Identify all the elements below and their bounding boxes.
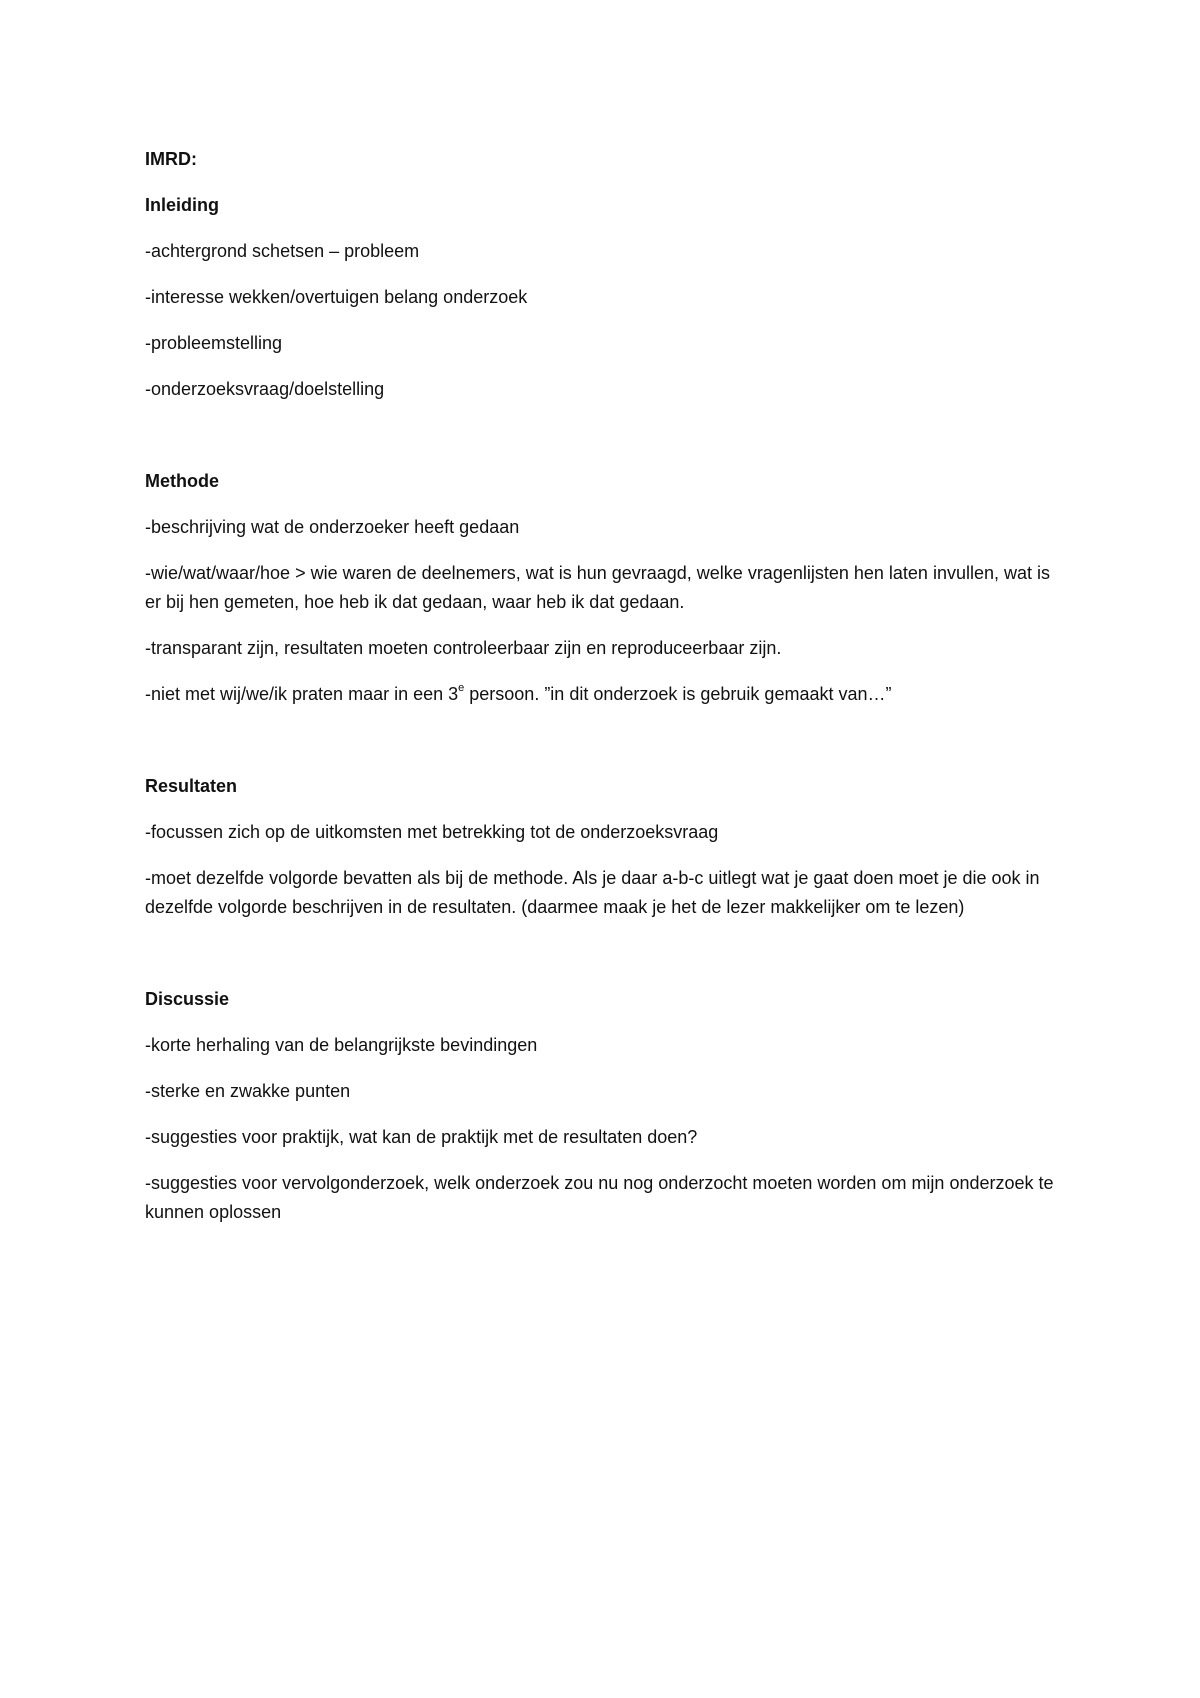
list-item: -onderzoeksvraag/doelstelling <box>145 379 385 399</box>
section-heading-resultaten: Resultaten <box>145 776 238 796</box>
list-item: -probleemstelling <box>145 333 283 353</box>
section-methode <box>145 467 1065 709</box>
list-item: -achtergrond schetsen – probleem <box>145 241 420 261</box>
document-content <box>145 145 1065 1244</box>
list-item: -suggesties voor praktijk, wat kan de praktijk met de resultaten doen? <box>145 1127 698 1147</box>
section-heading-inleiding: Inleiding <box>145 195 219 215</box>
list-item: -transparant zijn, resultaten moeten controleerbaar zijn en reproduceerbaar zijn. <box>145 638 782 658</box>
list-item-text: -niet met wij/we/ik praten maar in een 3 <box>145 684 459 704</box>
list-item: -interesse wekken/overtuigen belang onderzoek <box>145 287 528 307</box>
section-resultaten <box>145 772 1065 922</box>
list-item: -beschrijving wat de onderzoeker heeft gedaan <box>145 517 520 537</box>
list-item: -moet dezelfde volgorde bevatten als bij de methode. Als je daar a-b-c uitlegt wat je gaat doen moet je die ook in dezelfde volgorde beschrijven in de resultaten. (daarmee maak je het de lezer makkelijker om te lezen) <box>145 868 1040 917</box>
section-inleiding <box>145 191 1065 404</box>
list-item: -sterke en zwakke punten <box>145 1081 351 1101</box>
section-heading-discussie: Discussie <box>145 989 230 1009</box>
list-item: -suggesties voor vervolgonderzoek, welk onderzoek zou nu nog onderzocht moeten worden om mijn onderzoek te kunnen oplossen <box>145 1173 1054 1222</box>
ordinal-superscript: e <box>458 682 465 694</box>
section-spacer <box>145 939 1065 985</box>
section-spacer <box>145 726 1065 772</box>
list-item: -korte herhaling van de belangrijkste bevindingen <box>145 1035 538 1055</box>
list-item: -wie/wat/waar/hoe > wie waren de deelnemers, wat is hun gevraagd, welke vragenlijsten hen laten invullen, wat is er bij hen gemeten, hoe heb ik dat gedaan, waar heb ik dat gedaan. <box>145 563 1050 612</box>
list-item: -focussen zich op de uitkomsten met betrekking tot de onderzoeksvraag <box>145 822 719 842</box>
list-item-text: persoon. ”in dit onderzoek is gebruik gemaakt van…” <box>464 684 892 704</box>
list-item <box>145 680 1065 709</box>
section-discussie <box>145 985 1065 1227</box>
section-spacer <box>145 421 1065 467</box>
section-heading-methode: Methode <box>145 471 219 491</box>
document-title: IMRD: <box>145 149 197 169</box>
